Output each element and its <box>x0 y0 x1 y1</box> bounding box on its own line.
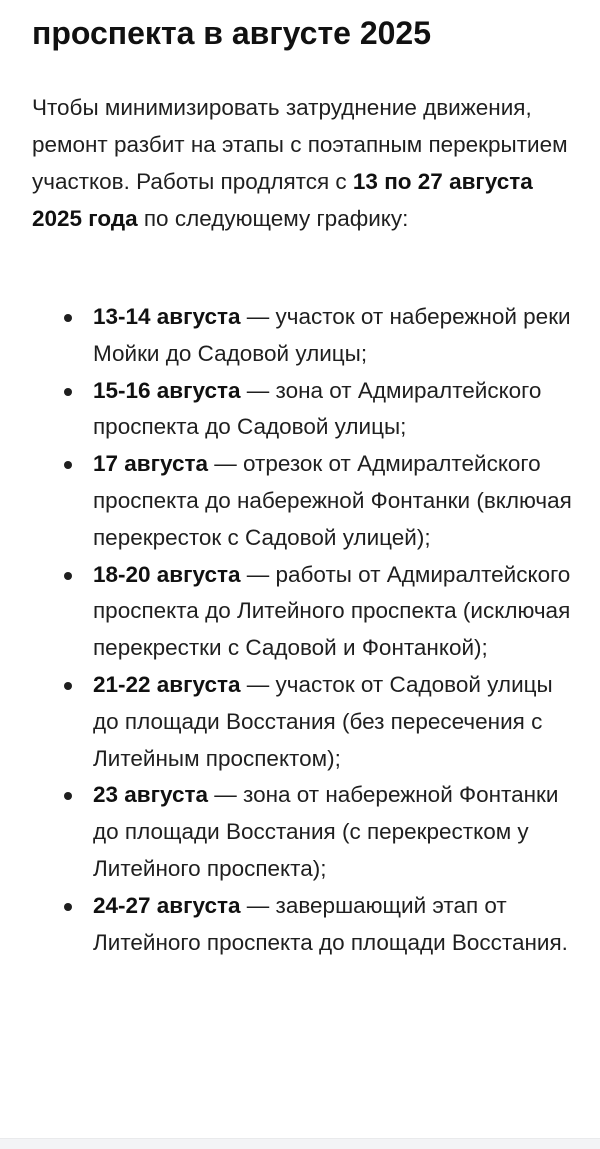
schedule-item-text: — зона от Адмиралтейского проспекта до Садовой улицы; <box>93 377 542 440</box>
schedule-item-dates: 17 августа <box>93 451 208 477</box>
intro-paragraph <box>32 89 577 237</box>
schedule-item-dates: 15-16 августа <box>93 377 241 403</box>
bullet-icon <box>64 792 72 800</box>
schedule-item-dates: 23 августа <box>93 782 208 808</box>
schedule-item-text: — работы от Адмиралтейского проспекта до Литейного проспекта (исключая перекрестки с Садовой и Фонтанкой); <box>93 561 571 661</box>
schedule-item <box>0 888 583 962</box>
schedule-item-text: — зона от набережной Фонтанки до площади Восстания (с перекрестком у Литейного проспекта); <box>93 782 559 881</box>
bottom-divider <box>0 1138 600 1149</box>
bullet-icon <box>64 461 72 469</box>
schedule-item-text: — завершающий этап от Литейного проспекта до площади Восстания. <box>93 892 568 955</box>
schedule-item <box>0 299 583 373</box>
intro-text-start: Чтобы минимизировать затруднение движения, ремонт разбит на этапы с поэтапным перекрытием участков. Работы продлятся с <box>32 95 568 194</box>
schedule-item-text: — отрезок от Адмиралтейского проспекта до набережной Фонтанки (включая перекресток с Садовой улицей); <box>93 451 572 550</box>
intro-text-end: по следующему графику: <box>137 206 409 231</box>
schedule-item <box>0 557 583 667</box>
schedule-item <box>0 777 583 887</box>
schedule-item <box>0 446 583 556</box>
bullet-icon <box>64 572 72 580</box>
bullet-icon <box>64 388 72 396</box>
article-heading: проспекта в августе 2025 <box>32 15 431 51</box>
intro-date-range: 13 по 27 августа 2025 года <box>32 169 533 231</box>
schedule-item <box>0 373 583 447</box>
schedule-item-dates: 21-22 августа <box>93 671 241 697</box>
schedule-list <box>0 299 600 961</box>
bullet-icon <box>64 682 72 690</box>
schedule-item-dates: 24-27 августа <box>93 892 241 918</box>
schedule-item-text: — участок от набережной реки Мойки до Садовой улицы; <box>93 304 571 366</box>
schedule-item-text: — участок от Садовой улицы до площади Восстания (без пересечения с Литейным проспектом); <box>93 671 553 771</box>
schedule-item-dates: 13-14 августа <box>93 304 241 329</box>
bullet-icon <box>64 903 72 911</box>
schedule-item <box>0 667 583 777</box>
schedule-item-dates: 18-20 августа <box>93 561 241 587</box>
bullet-icon <box>64 314 72 322</box>
